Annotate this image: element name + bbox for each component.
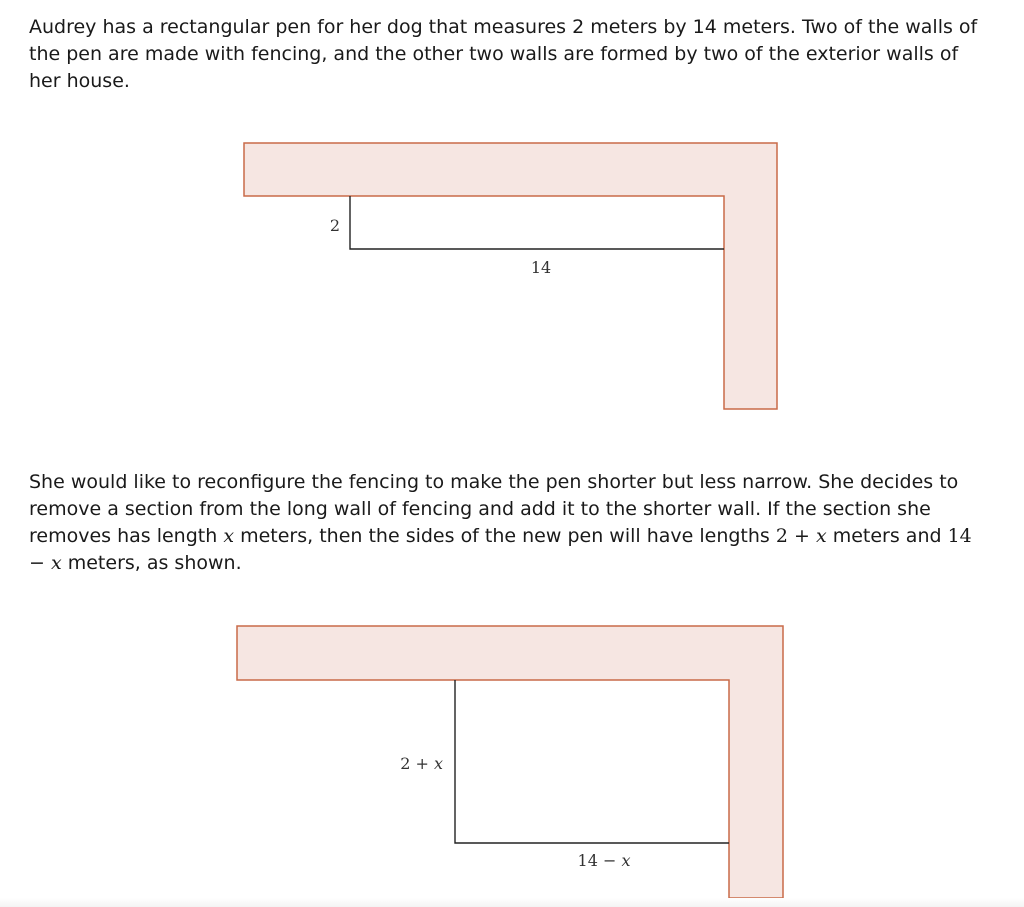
math-var-x: x — [223, 525, 235, 547]
house-wall-l-shape-2 — [237, 626, 783, 898]
reconfig-text-a: She would like to reconfigure the fencing to make the pen shorter but less narrow. She decides to remove a section from the long wall of fencing and add it to the shorter wall. If the section she removes has length — [29, 471, 959, 547]
bottom-edge-shade — [0, 898, 1024, 907]
label-long-side-new: 14 − x — [577, 851, 631, 870]
label-long-side: 14 — [530, 258, 552, 277]
fence-segment-2 — [455, 680, 729, 843]
reconfig-text-c: meters and — [826, 525, 948, 547]
label-short-side-new: 2 + x — [400, 754, 443, 773]
reconfig-text-b: meters, then the sides of the new pen will have lengths — [234, 525, 776, 547]
math-expr-2-plus-x: 2 + x — [775, 525, 827, 547]
label-short-side: 2 — [329, 216, 340, 235]
math-expr-14-minus-x: 14 − x — [29, 525, 972, 574]
intro-paragraph: Audrey has a rectangular pen for her dog that measures 2 meters by 14 meters. Two of the walls of the pen are made with fencing, and the other two walls are formed by two of the exterior walls of her house. — [29, 16, 978, 92]
reconfig-text-d: meters, as shown. — [61, 552, 242, 574]
